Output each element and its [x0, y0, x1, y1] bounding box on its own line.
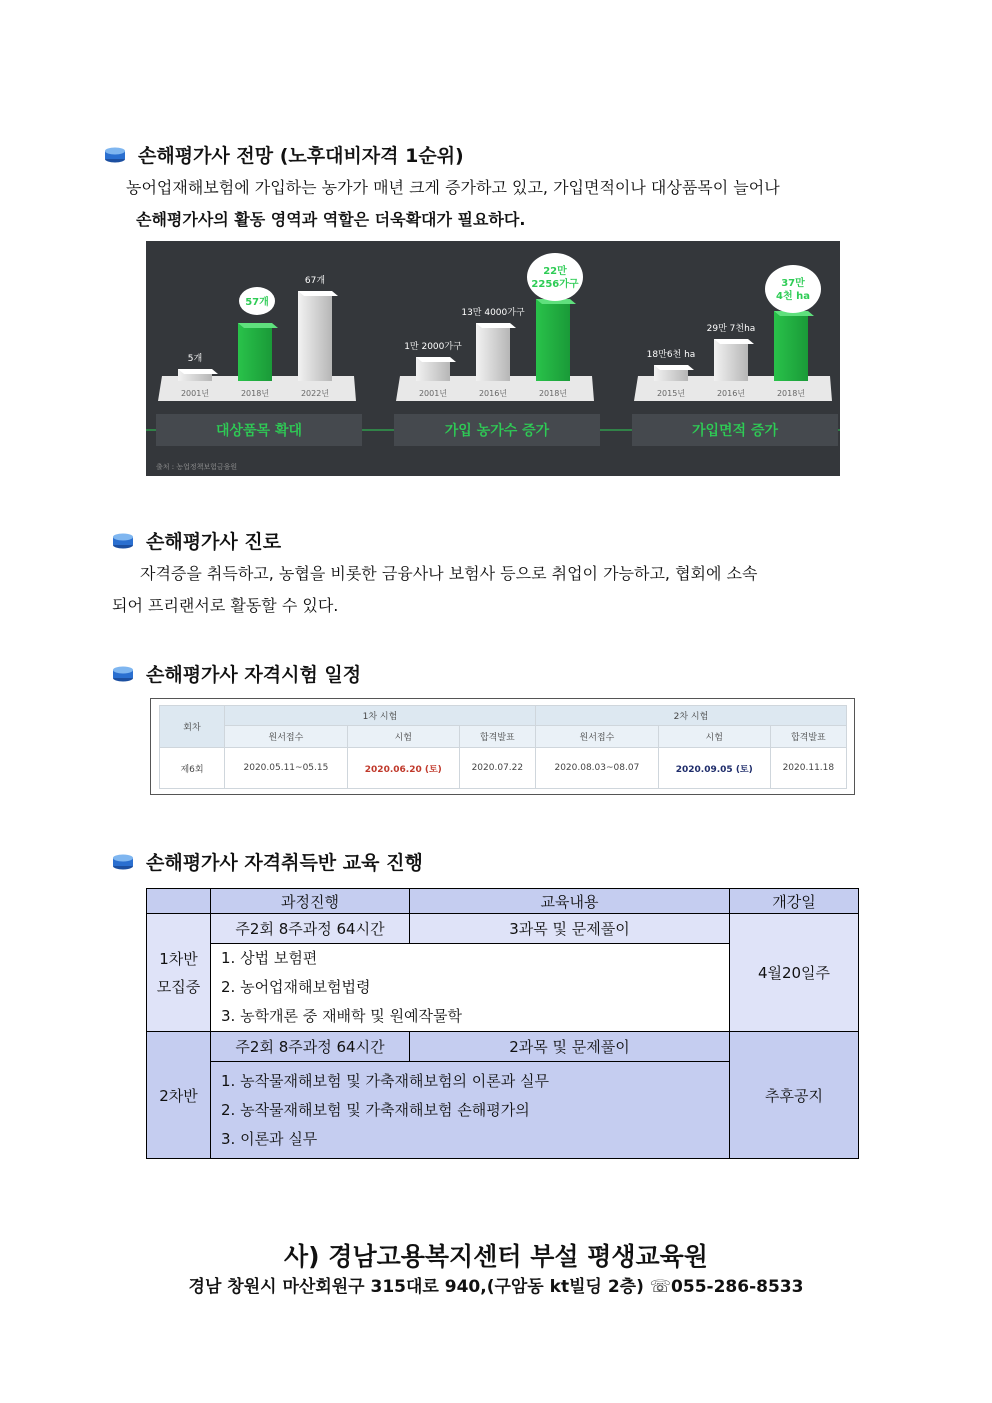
course-start-1: 4월20일주: [730, 914, 859, 1032]
list-item: 3. 농학개론 중 재배학 및 원예작물학: [221, 1007, 463, 1025]
course-table: [146, 888, 859, 1159]
bar-value: 67개: [304, 276, 326, 286]
bar-value: 37만: [781, 278, 805, 289]
db-bullet-icon: [112, 666, 134, 682]
course-name-1: [147, 914, 211, 1032]
course-schedule-1: 주2회 8주과정 64시간: [211, 914, 410, 944]
db-bullet-icon: [112, 854, 134, 870]
bar-year: 2001년: [180, 389, 210, 398]
exam-schedule-table: [150, 698, 855, 795]
section2-heading: [112, 527, 281, 554]
round-header: 회차: [160, 706, 225, 748]
sub-header: 시험: [347, 726, 459, 748]
bar: [476, 323, 510, 381]
section4-title: 손해평가사 자격취득반 교육 진행: [146, 852, 423, 874]
section2-line1: 자격증을 취득하고, 농협을 비롯한 금융사나 보험사 등으로 취업이 가능하고, 협회에 소속: [140, 564, 758, 583]
list-item: 2. 농작물재해보험 및 가축재해보험 손해평가의: [221, 1100, 530, 1119]
course-start-2: 추후공지: [730, 1032, 859, 1159]
blank-header: [147, 889, 211, 914]
list-item: 1. 농작물재해보험 및 가축재해보험의 이론과 실무: [221, 1071, 549, 1090]
bar: [774, 311, 808, 381]
section3-heading: [112, 660, 361, 687]
course-schedule-2: 주2회 8주과정 64시간: [211, 1032, 410, 1062]
course-name-line: 1차반: [159, 949, 198, 968]
schedule-cell: 2020.07.22: [459, 748, 535, 789]
bar-top: [416, 357, 456, 362]
section1-line1: 농어업재해보험에 가입하는 농가가 매년 크게 증가하고 있고, 가입면적이나 대상품목이 늘어나: [126, 178, 780, 197]
bar-value: 22만: [543, 266, 567, 277]
bar-value: 4천 ha: [776, 291, 810, 302]
infographic-panel: [156, 274, 362, 446]
source-note: 출처 : 농업정책보험금융원: [156, 463, 238, 471]
bar-top: [238, 323, 278, 328]
second-exam-date: 2020.09.05 (토): [658, 748, 770, 789]
value-bubble: [765, 265, 821, 313]
infographic-panel: [632, 265, 838, 446]
bar: [714, 339, 748, 381]
sub-header: 시험: [658, 726, 770, 748]
section2-title: 손해평가사 진로: [146, 531, 282, 553]
infographic-panel: [394, 253, 600, 446]
bar-value: 13만 4000가구: [461, 308, 525, 318]
footer-address: 경남 창원시 마산회원구 315대로 940,(구암동 kt빌딩 2층) ☏055-286-8533: [188, 1277, 804, 1297]
round-cell: 제6회: [160, 748, 225, 789]
panel-label: 대상품목 확대: [215, 423, 303, 439]
bar-top: [714, 339, 754, 344]
sub-header: 합격발표: [459, 726, 535, 748]
sub-header: 원서접수: [225, 726, 348, 748]
bar-year: 2018년: [538, 389, 568, 398]
section3-title: 손해평가사 자격시험 일정: [146, 664, 362, 686]
bar-value: 2256가구: [531, 279, 579, 290]
first-exam-header: 1차 시험: [225, 706, 536, 726]
bar: [238, 323, 272, 381]
bar-top: [298, 291, 338, 296]
bar-value: 5개: [187, 354, 203, 364]
bar: [536, 299, 570, 381]
bar-top: [654, 365, 694, 370]
bar-top: [178, 369, 218, 374]
first-exam-date: 2020.06.20 (토): [347, 748, 459, 789]
header-process: 과정진행: [211, 889, 410, 914]
infographic: [146, 241, 840, 476]
section4-heading: [112, 848, 423, 875]
bar-year: 2022년: [300, 389, 330, 398]
course-summary-2: 2과목 및 문제풀이: [410, 1032, 730, 1062]
db-bullet-icon: [112, 533, 134, 549]
bar-value: 18만6천 ha: [646, 350, 696, 360]
bar-value: 57개: [245, 297, 269, 308]
bar-year: 2018년: [776, 389, 806, 398]
panel-label: 가입면적 증가: [691, 423, 779, 439]
section1-heading: [104, 141, 464, 168]
bar-year: 2015년: [656, 389, 686, 398]
bar-year: 2016년: [478, 389, 508, 398]
course-name-2: 2차반: [147, 1032, 211, 1159]
section1-title: 손해평가사 전망 (노후대비자격 1순위): [138, 145, 464, 167]
db-bullet-icon: [104, 147, 126, 163]
sub-header: 합격발표: [770, 726, 846, 748]
footer-org: 사) 경남고용복지센터 부설 평생교육원: [284, 1242, 708, 1271]
course-summary-1: 3과목 및 문제풀이: [410, 914, 730, 944]
list-item: 2. 농어업재해보험법령: [221, 978, 371, 996]
bar-year: 2016년: [716, 389, 746, 398]
schedule-cell: 2020.08.03~08.07: [535, 748, 658, 789]
bar-top: [476, 323, 516, 328]
course-items-2: [211, 1062, 730, 1159]
sub-header: 원서접수: [535, 726, 658, 748]
header-start: 개강일: [730, 889, 859, 914]
panel-label: 가입 농가수 증가: [444, 423, 550, 439]
section1-line2: 손해평가사의 활동 영역과 역할은 더욱확대가 필요하다.: [136, 210, 526, 229]
course-name-line: 모집중: [156, 977, 201, 996]
bar-value: 29만 7천ha: [706, 324, 756, 334]
bar-year: 2018년: [240, 389, 270, 398]
second-exam-header: 2차 시험: [535, 706, 846, 726]
bar: [298, 291, 332, 381]
bar-value: 1만 2000가구: [404, 342, 462, 352]
list-item: 3. 이론과 실무: [221, 1129, 318, 1148]
header-content: 교육내용: [410, 889, 730, 914]
schedule-cell: 2020.05.11~05.15: [225, 748, 348, 789]
section2-line2: 되어 프리랜서로 활동할 수 있다.: [112, 596, 339, 615]
bar-year: 2001년: [418, 389, 448, 398]
course-items-1: [211, 944, 730, 1032]
list-item: 1. 상법 보험편: [221, 949, 318, 967]
schedule-cell: 2020.11.18: [770, 748, 846, 789]
value-bubble: [527, 253, 583, 301]
